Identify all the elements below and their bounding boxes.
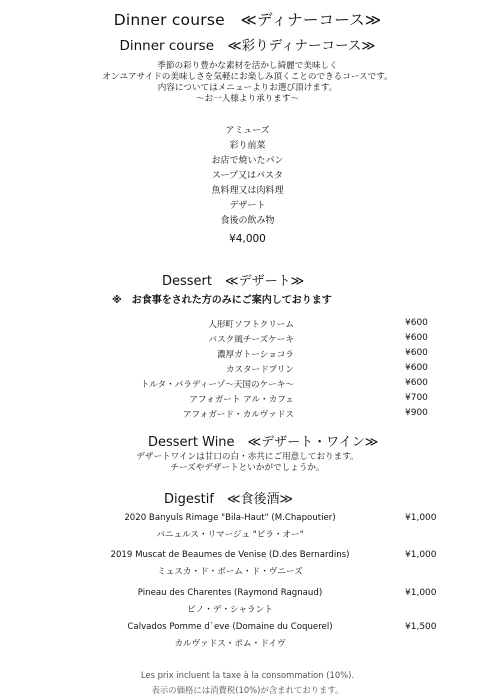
digestif-item-kana: ピノ・デ・シャラント [187, 605, 273, 615]
digestif-item-name: Calvados Pomme d`eve (Domaine du Coquerel) [127, 622, 333, 632]
digestif-item-name: 2020 Banyuls Rimage "Bila-Haut" (M.Chapoutier) [124, 513, 336, 523]
dessert-wine-heading: Dessert Wine ≪デザート・ワイン≫ [148, 435, 379, 450]
digestif-item-price: ¥1,500 [405, 622, 437, 632]
dessert-item-price: ¥600 [405, 318, 428, 328]
footer-tax-note-fr: Les prix incluent la taxe à la consommation (10%). [140, 670, 355, 680]
digestif-item-kana: ミュスカ・ド・ボーム・ド・ヴニーズ [157, 567, 303, 577]
dessert-item-name: カスタードプリン [225, 365, 294, 375]
digestif-item-price: ¥1,000 [405, 513, 437, 523]
course-item: 食後の飲み物 [220, 216, 275, 226]
course-item: 魚料理又は肉料理 [211, 186, 284, 196]
dessert-item-price: ¥900 [405, 408, 428, 418]
course-item: アミューズ [225, 126, 270, 136]
course-subtitle: Dinner course ≪彩りディナーコース≫ [119, 38, 376, 54]
dessert-item-price: ¥600 [405, 348, 428, 358]
dessert-heading: Dessert ≪デザート≫ [162, 274, 305, 289]
dessert-item-name: アフォガード・カルヴァドス [182, 410, 294, 420]
course-item: お店で焼いたパン [211, 156, 284, 166]
course-item: デザート [229, 201, 266, 211]
dessert-wine-line: デザートワインは甘口の白・赤共にご用意しております。 [136, 452, 359, 462]
digestif-item-kana: カルヴァドス・ポム・ドイヴ [174, 639, 286, 649]
intro-line: ～お一人様より承ります～ [195, 94, 300, 104]
dessert-item-price: ¥600 [405, 378, 428, 388]
digestif-item-price: ¥1,000 [405, 588, 437, 598]
footer-tax-note-ja: 表示の価格には消費税(10%)が含まれております。 [151, 685, 344, 695]
intro-line: 内容についてはメニューよりお選び頂けます。 [157, 83, 338, 93]
dessert-wine-line: チーズやデザートといかがでしょうか。 [170, 463, 325, 473]
dessert-item-price: ¥700 [405, 393, 428, 403]
digestif-item-name: Pineau des Charentes (Raymond Ragnaud) [137, 588, 323, 598]
course-price: ¥4,000 [229, 233, 266, 245]
digestif-item-price: ¥1,000 [405, 550, 437, 560]
dessert-item-name: アフォガート アル・カフェ [189, 395, 294, 405]
dessert-item-name: バスク風チーズケーキ [208, 335, 294, 345]
course-item: スープ又はパスタ [211, 171, 284, 181]
dessert-item-name: トルタ・パラディーゾ～天国のケーキ～ [140, 380, 294, 390]
dessert-item-name: 濃厚ガトーショコラ [216, 350, 294, 360]
intro-line: 季節の彩り豊かな素材を活かし綺麗で美味しく [157, 61, 338, 71]
digestif-item-name: 2019 Muscat de Beaumes de Venise (D.des Bernardins) [110, 550, 350, 560]
dessert-item-name: 人形町ソフトクリーム [208, 320, 294, 330]
dessert-item-price: ¥600 [405, 363, 428, 373]
digestif-item-kana: バニュルス・リマージュ "ビラ・オー" [156, 530, 304, 540]
dessert-item-price: ¥600 [405, 333, 428, 343]
dessert-note: ※ お食事をされた方のみにご案内しております [112, 295, 332, 306]
page-title: Dinner course ≪ディナーコース≫ [113, 11, 382, 29]
course-item: 彩り前菜 [229, 141, 266, 151]
intro-line: オンユアサイドの美味しさを気軽にお楽しみ頂くことのできるコースです。 [102, 72, 393, 82]
digestif-heading: Digestif ≪食後酒≫ [164, 492, 294, 507]
